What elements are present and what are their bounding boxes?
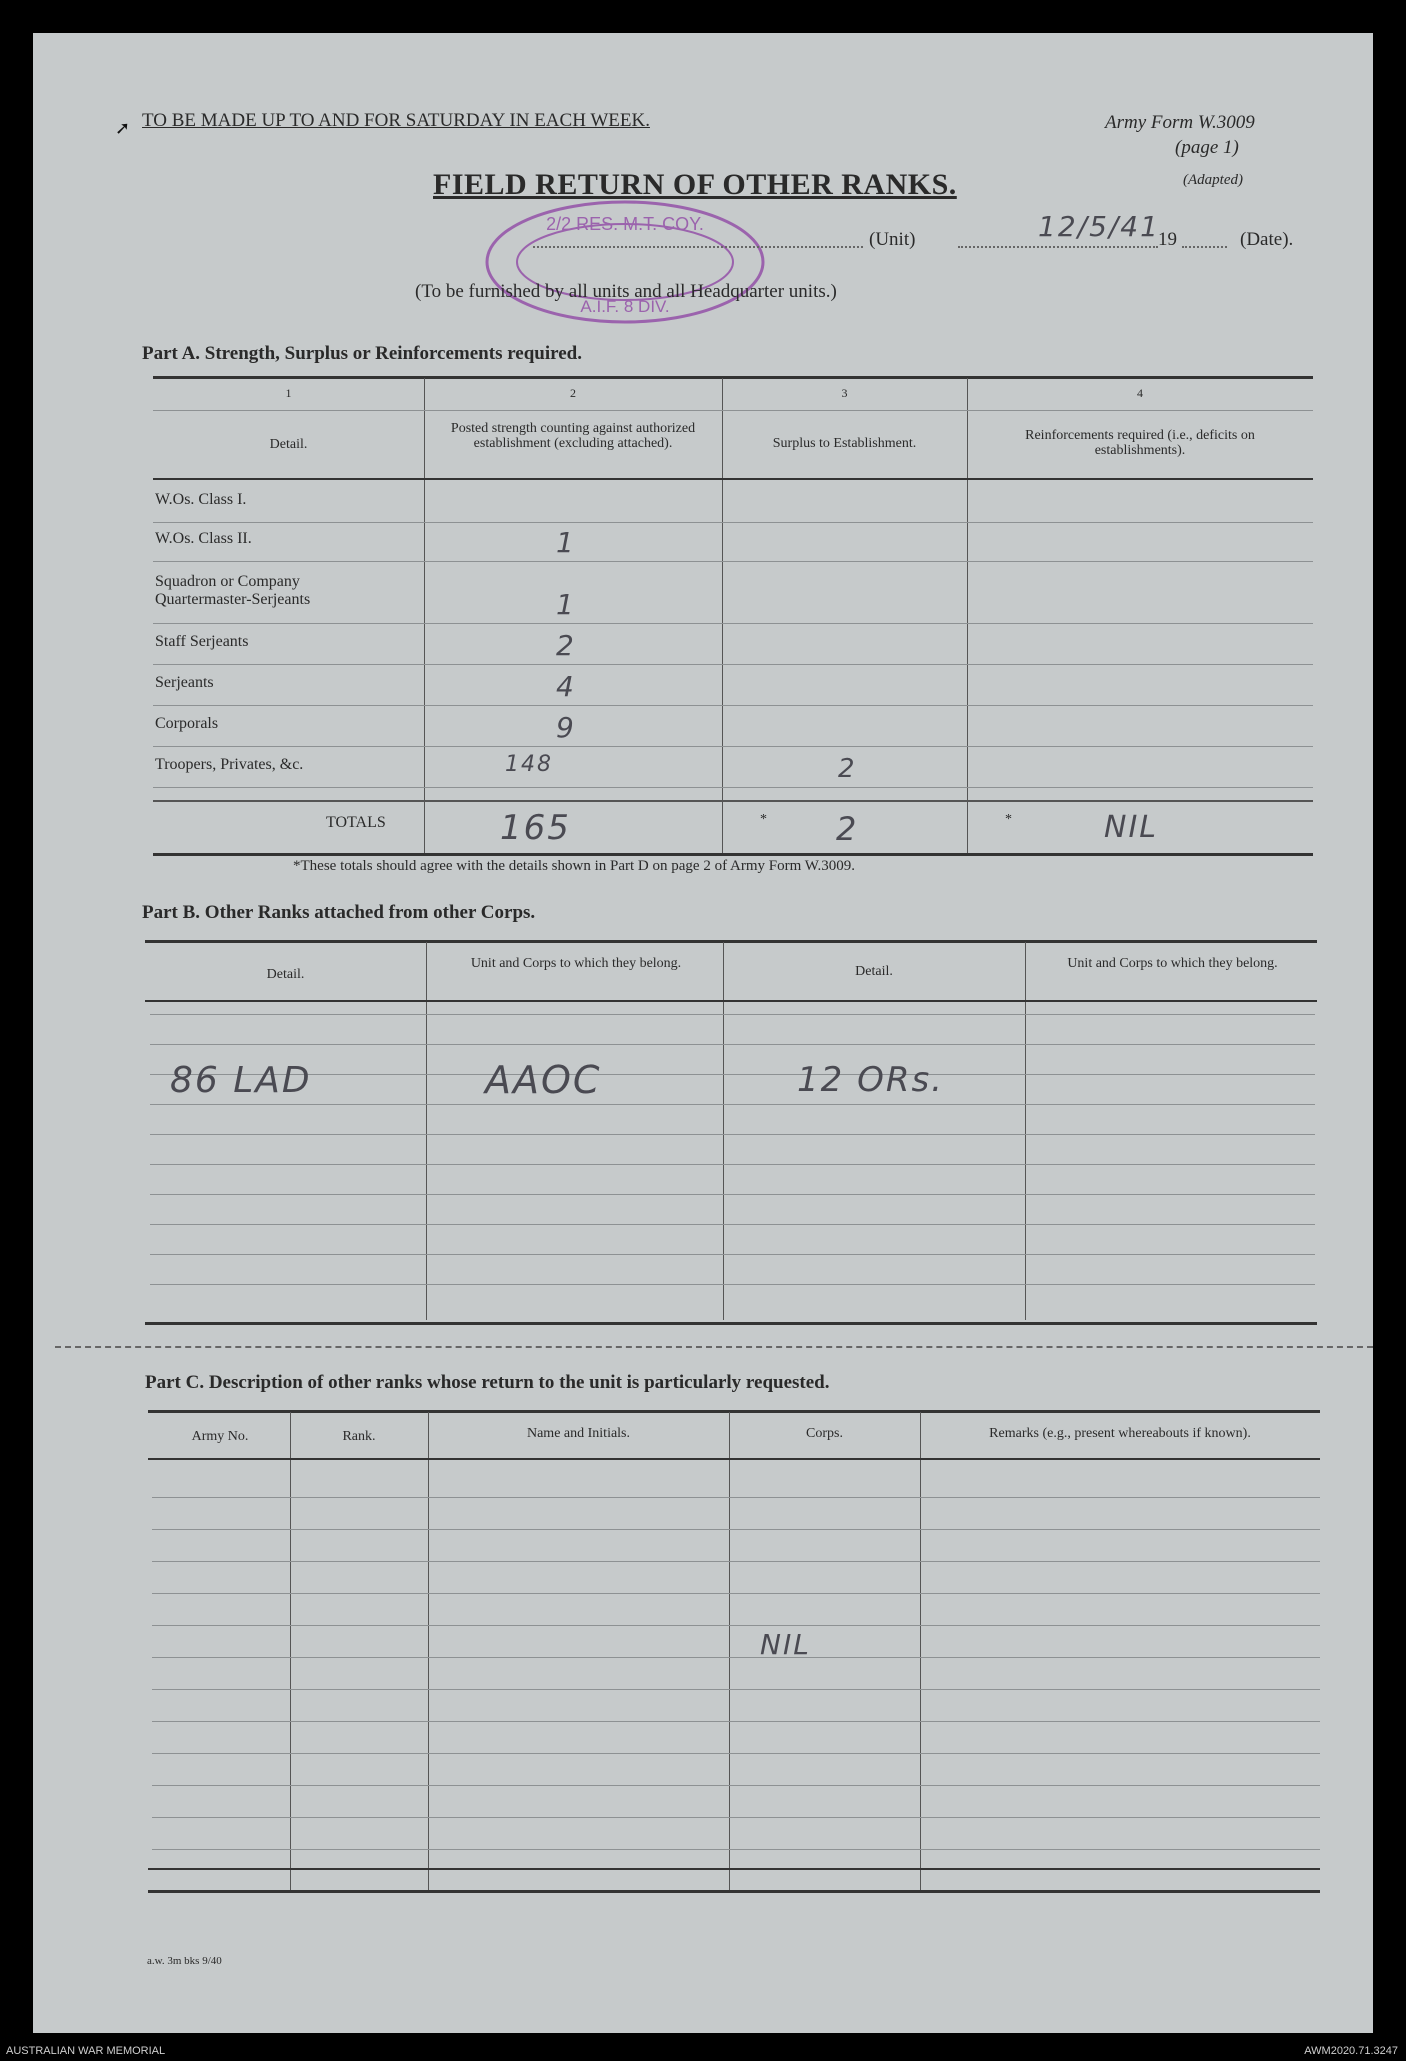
page-number: (page 1)	[1175, 137, 1239, 158]
part-a-row-detail: W.Os. Class I.	[155, 491, 247, 508]
adapted-label: (Adapted)	[1183, 172, 1243, 188]
part-a-row-detail: Serjeants	[155, 674, 214, 691]
totals-label: TOTALS	[326, 814, 386, 831]
total-surplus-asterisk: *	[760, 812, 767, 827]
part-b-divider-3	[1025, 942, 1026, 1320]
unit-label: (Unit)	[869, 229, 916, 250]
part-a-totals-rule	[153, 800, 1313, 802]
part-a-divider-3	[967, 378, 968, 854]
total-reinforcements: NIL	[1104, 810, 1159, 845]
part-a-title: Part A. Strength, Surplus or Reinforcements required.	[142, 343, 582, 364]
part-b-top-rule	[145, 940, 1317, 943]
part-a-head-strength: Posted strength counting against authorized establishment (excluding attached).	[450, 421, 696, 451]
date-handwritten: 12/5/41	[1038, 210, 1160, 243]
part-a-row-strength: 148	[505, 752, 553, 777]
part-b-header-rule	[145, 1000, 1317, 1002]
part-c-divider-3	[729, 1412, 730, 1892]
part-a-row-detail: Staff Serjeants	[155, 633, 249, 650]
part-c-head-name: Name and Initials.	[526, 1426, 631, 1441]
part-a-row-surplus: 2	[838, 754, 857, 784]
part-a-col-number-4: 4	[1137, 386, 1143, 400]
part-a-top-rule	[153, 376, 1313, 379]
part-a-row-strength: 1	[556, 526, 576, 559]
part-a-row-detail: Corporals	[155, 715, 219, 732]
archive-footer-left: AUSTRALIAN WAR MEMORIAL	[6, 2045, 166, 2057]
date-label: (Date).	[1240, 229, 1294, 250]
part-b-ruled-line	[150, 1074, 1315, 1075]
part-a-row-strength: 9	[556, 711, 576, 744]
part-c-divider-2	[428, 1412, 429, 1892]
part-c-ruled-line	[152, 1849, 1320, 1850]
part-a-row-rule	[153, 787, 1313, 788]
part-b-head-detail: Detail.	[266, 967, 305, 982]
part-a-row-strength: 4	[556, 670, 576, 703]
part-b-ruled-line	[150, 1134, 1315, 1135]
part-a-header-rule	[153, 478, 1313, 480]
part-b-head-detail-2: Detail.	[855, 964, 893, 979]
part-a-row-strength: 1	[556, 588, 576, 621]
part-b-ruled-line	[150, 1044, 1315, 1045]
part-c-head-army-no: Army No.	[191, 1429, 249, 1444]
part-b-ruled-line	[150, 1014, 1315, 1015]
part-a-note: *These totals should agree with the details shown in Part D on page 2 of Army Form W.3009.	[293, 858, 856, 874]
date-dotted-line	[958, 246, 1158, 248]
part-b-unit-entry: AAOC	[485, 1058, 602, 1102]
part-b-title: Part B. Other Ranks attached from other Corps.	[142, 902, 536, 923]
part-c-ruled-line	[152, 1529, 1320, 1530]
part-c-head-remarks: Remarks (e.g., present whereabouts if known).	[989, 1426, 1251, 1441]
total-surplus: 2	[836, 810, 859, 848]
part-a-col-number-3: 3	[841, 386, 848, 400]
part-b-ruled-line	[150, 1164, 1315, 1165]
part-c-head-corps: Corps.	[806, 1426, 843, 1441]
part-b-ruled-line	[150, 1224, 1315, 1225]
part-a-row-rule	[153, 623, 1313, 624]
part-a-head-reinforcements: Reinforcements required (i.e., deficits on establishments).	[1025, 428, 1255, 458]
perforation-line	[55, 1346, 1373, 1348]
part-a-row-rule	[153, 561, 1313, 562]
part-b-ruled-line	[150, 1194, 1315, 1195]
svg-text:2/2 RES. M.T. COY.: 2/2 RES. M.T. COY.	[546, 214, 704, 234]
part-c-ruled-line	[152, 1753, 1320, 1754]
part-a-row-rule	[153, 522, 1313, 523]
form-title: FIELD RETURN OF OTHER RANKS.	[433, 168, 957, 201]
part-c-ruled-line	[152, 1561, 1320, 1562]
part-b-detail-entry: 86 LAD	[170, 1060, 312, 1101]
part-c-bottom-rule	[148, 1890, 1320, 1893]
part-c-title: Part C. Description of other ranks whose return to the unit is particularly requested.	[145, 1372, 830, 1393]
part-b-divider-1	[426, 942, 427, 1320]
part-a-divider-1	[424, 378, 425, 854]
part-a-head-surplus: Surplus to Establishment.	[772, 436, 917, 451]
part-c-header-rule	[148, 1458, 1320, 1460]
part-c-ruled-line	[152, 1721, 1320, 1722]
part-c-top-rule	[148, 1410, 1320, 1413]
form-sheet	[33, 33, 1373, 2033]
total-reinf-asterisk: *	[1005, 812, 1012, 827]
part-c-ruled-line	[152, 1817, 1320, 1818]
part-a-row-detail: Squadron or Company Quartermaster-Serjeants	[155, 573, 311, 608]
part-b-divider-2	[723, 942, 724, 1320]
total-strength: 165	[500, 808, 571, 848]
part-c-ruled-line	[152, 1497, 1320, 1498]
part-b-ruled-line	[150, 1254, 1315, 1255]
part-c-ruled-line	[152, 1785, 1320, 1786]
part-b-head-unit-2: Unit and Corps to which they belong.	[1067, 956, 1278, 971]
archive-footer-right: AWM2020.71.3247	[1304, 2045, 1398, 2057]
part-a-col-number-1: 1	[285, 386, 292, 400]
date-year: 19	[1158, 229, 1177, 250]
part-c-ruled-line	[152, 1657, 1320, 1658]
part-a-number-rule	[153, 410, 1313, 411]
furnished-note: (To be furnished by all units and all Headquarter units.)	[415, 281, 837, 302]
unit-dotted-line	[533, 246, 863, 248]
instruction-line: TO BE MADE UP TO AND FOR SATURDAY IN EACH WEEK.	[142, 110, 650, 131]
part-c-head-rank: Rank.	[342, 1429, 376, 1444]
part-a-row-detail: Troopers, Privates, &c.	[155, 756, 304, 773]
printer-code: a.w. 3m bks 9/40	[147, 1955, 222, 1967]
part-b-ruled-line	[150, 1284, 1315, 1285]
part-a-col-number-2: 2	[570, 386, 576, 400]
part-a-bottom-rule	[153, 853, 1313, 856]
part-c-entry: NIL	[760, 1628, 811, 1661]
part-a-row-rule	[153, 664, 1313, 665]
unit-stamp	[480, 192, 770, 332]
part-b-bottom-rule	[145, 1322, 1317, 1325]
part-a-row-rule	[153, 705, 1313, 706]
part-a-head-detail: Detail.	[269, 437, 308, 452]
part-a-row-detail: W.Os. Class II.	[155, 530, 252, 547]
part-b-detail-2-entry: 12 ORs.	[797, 1060, 944, 1100]
part-c-ruled-line	[152, 1689, 1320, 1690]
part-c-double-rule	[148, 1868, 1320, 1870]
part-b-head-unit: Unit and Corps to which they belong.	[470, 956, 682, 971]
form-reference: Army Form W.3009	[1105, 112, 1255, 133]
svg-text:A.I.F. 8 DIV.: A.I.F. 8 DIV.	[580, 297, 670, 316]
part-c-divider-1	[290, 1412, 291, 1892]
part-c-ruled-line	[152, 1625, 1320, 1626]
cursor-mark-icon: ➚	[115, 118, 131, 138]
part-b-ruled-line	[150, 1104, 1315, 1105]
part-a-row-rule	[153, 746, 1313, 747]
part-c-divider-4	[920, 1412, 921, 1892]
part-a-row-strength: 2	[556, 629, 576, 662]
part-c-ruled-line	[152, 1593, 1320, 1594]
date-year-dotted-line	[1182, 246, 1227, 248]
